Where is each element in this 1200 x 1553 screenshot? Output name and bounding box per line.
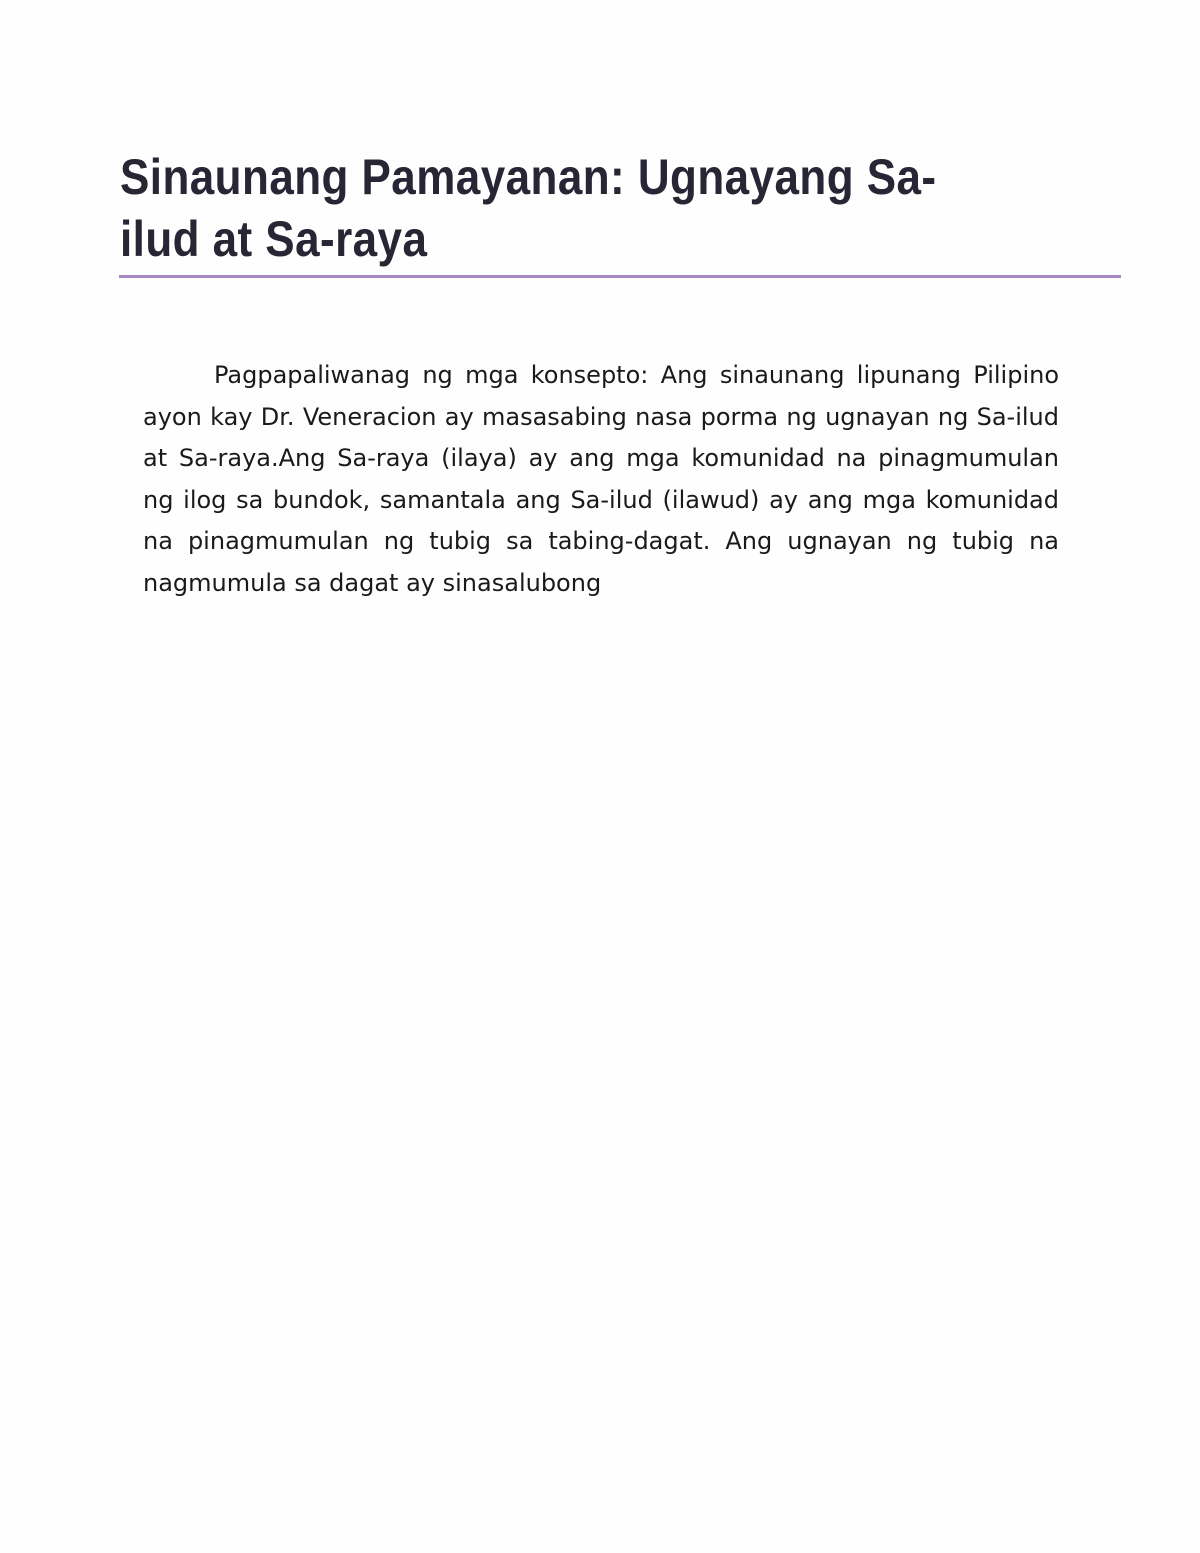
body-paragraph: Pagpapaliwanag ng mga konsepto: Ang sinaunang lipunang Pilipino ayon kay Dr. Veneracion ay masasabing nasa porma ng ugnayan ng Sa-ilud at Sa-raya.Ang Sa-raya (ilaya) ay ang mga komunidad na pinagmumulan ng ilog sa bundok, samantala ang Sa-ilud (ilawud) ay ang mga komunidad na pinagmumulan ng tubig sa tabing-dagat. Ang ugnayan ng tubig na nagmumula sa dagat ay sinasalubong <box>143 361 1059 597</box>
page-title: Sinaunang Pamayanan: Ugnayang Sa-ilud at Sa-raya <box>120 149 937 267</box>
title-underline-divider <box>119 275 1121 278</box>
